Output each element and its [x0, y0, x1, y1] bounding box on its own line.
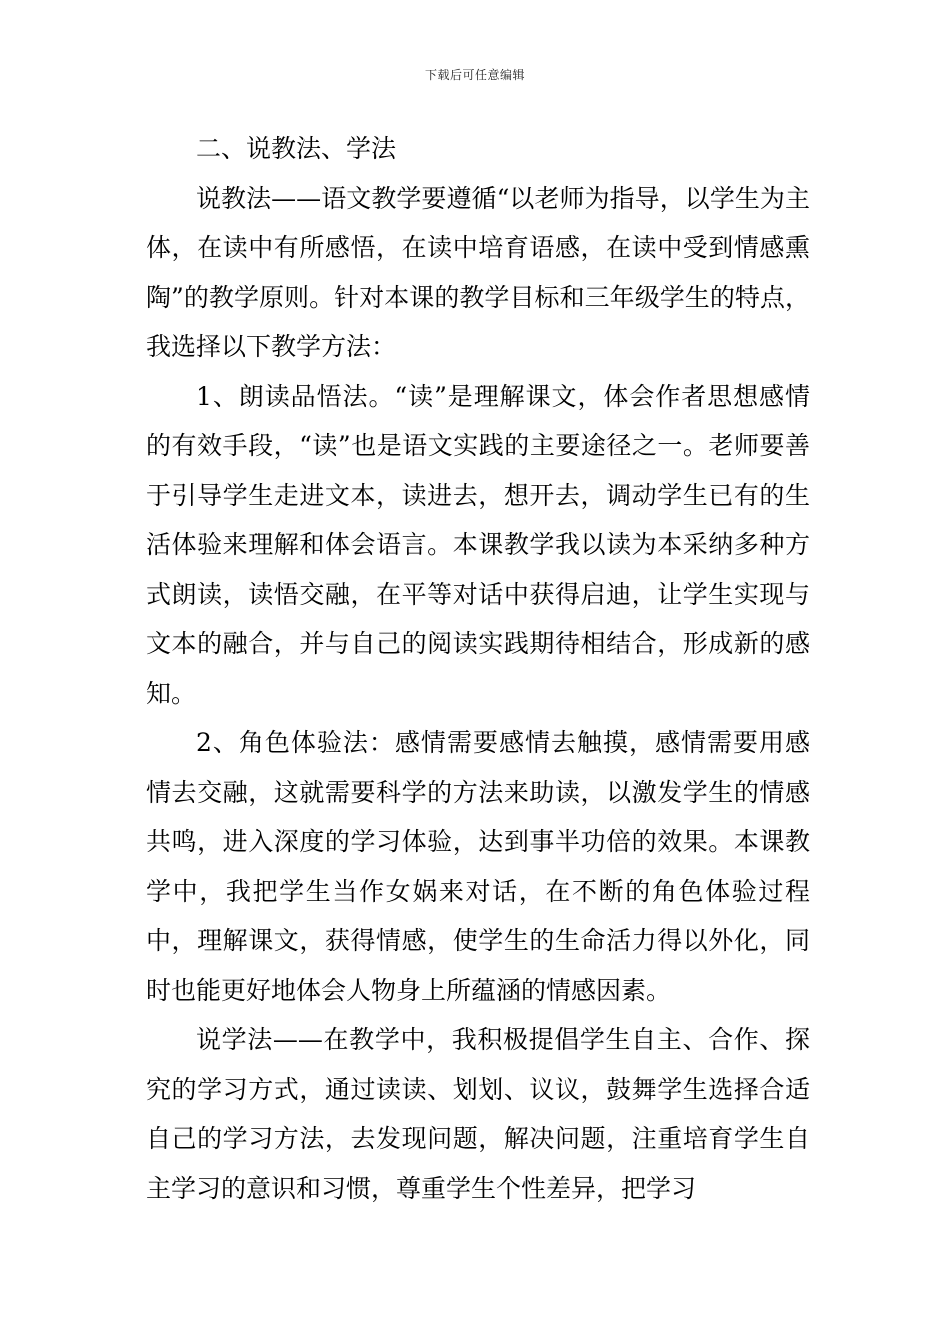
paragraph-learning-method: 说学法——在教学中，我积极提倡学生自主、合作、探究的学习方式，通过读读、划划、议议，鼓舞学生选择合适自己的学习方法，去发现问题，解决问题，注重培育学生自主学习的意识和习惯，尊重学生个性差异，把学习 [146, 1025, 810, 1203]
page-header-note: 下载后可任意编辑 [424, 68, 525, 82]
document-body [146, 124, 810, 1213]
paragraph-role-method: 2、角色体验法：感情需要感情去触摸，感情需要用感情去交融，这就需要科学的方法来助读，以激发学生的情感共鸣，进入深度的学习体验，达到事半功倍的效果。本课教学中，我把学生当作女娲来对话，在不断的角色体验过程中，理解课文，获得情感，使学生的生命活力得以外化，同时也能更好地体会人物身上所蕴涵的情感因素。 [146, 728, 810, 1005]
paragraph-teaching-method: 说教法——语文教学要遵循“以老师为指导，以学生为主体，在读中有所感悟，在读中培育语感，在读中受到情感熏陶”的教学原则。针对本课的教学目标和三年级学生的特点，我选择以下教学方法： [146, 183, 810, 361]
section-title: 二、说教法、学法 [196, 134, 397, 163]
paragraph-reading-method: 1、朗读品悟法。“读”是理解课文，体会作者思想感情的有效手段，“读”也是语文实践的主要途径之一。老师要善于引导学生走进文本，读进去，想开去，调动学生已有的生活体验来理解和体会语言。本课教学我以读为本采纳多种方式朗读，读悟交融，在平等对话中获得启迪，让学生实现与文本的融合，并与自己的阅读实践期待相结合，形成新的感知。 [146, 381, 810, 708]
